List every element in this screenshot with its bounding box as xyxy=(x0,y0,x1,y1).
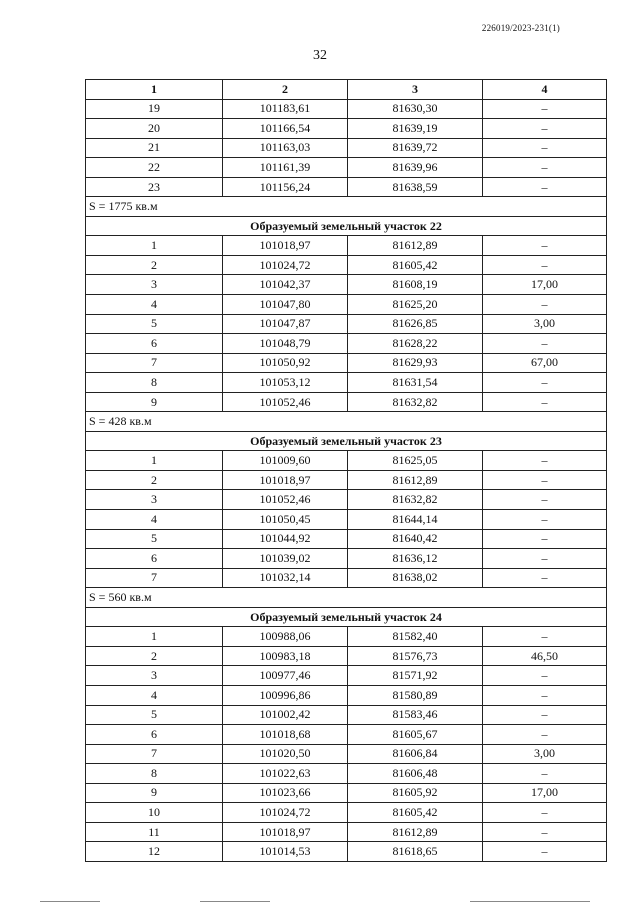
x-coordinate-cell: 101052,46 xyxy=(223,392,348,412)
y-coordinate-cell: 81612,89 xyxy=(348,236,483,256)
point-number-cell: 23 xyxy=(86,177,223,197)
distance-cell: 17,00 xyxy=(483,275,607,295)
x-coordinate-cell: 100996,86 xyxy=(223,685,348,705)
distance-cell: – xyxy=(483,685,607,705)
scan-edge-marks xyxy=(0,898,640,905)
area-row xyxy=(86,197,607,217)
x-coordinate-cell: 100983,18 xyxy=(223,646,348,666)
distance-cell: – xyxy=(483,334,607,354)
section-title: Образуемый земельный участок 22 xyxy=(86,216,607,236)
column-header-number: 1 xyxy=(86,80,223,100)
table-body xyxy=(86,99,607,861)
distance-cell: – xyxy=(483,529,607,549)
y-coordinate-cell: 81638,59 xyxy=(348,177,483,197)
point-number-cell: 4 xyxy=(86,685,223,705)
point-number-cell: 11 xyxy=(86,822,223,842)
document-id: 226019/2023-231(1) xyxy=(481,23,560,33)
point-number-cell: 9 xyxy=(86,783,223,803)
point-number-cell: 21 xyxy=(86,138,223,158)
y-coordinate-cell: 81631,54 xyxy=(348,373,483,393)
distance-cell: – xyxy=(483,451,607,471)
point-number-cell: 3 xyxy=(86,666,223,686)
y-coordinate-cell: 81606,48 xyxy=(348,764,483,784)
table-row xyxy=(86,803,607,823)
point-number-cell: 6 xyxy=(86,334,223,354)
table-row xyxy=(86,764,607,784)
area-value: S = 560 кв.м xyxy=(86,588,607,608)
section-title-row xyxy=(86,431,607,451)
x-coordinate-cell: 101156,24 xyxy=(223,177,348,197)
y-coordinate-cell: 81639,96 xyxy=(348,158,483,178)
point-number-cell: 19 xyxy=(86,99,223,119)
y-coordinate-cell: 81632,82 xyxy=(348,392,483,412)
point-number-cell: 12 xyxy=(86,842,223,862)
y-coordinate-cell: 81576,73 xyxy=(348,646,483,666)
table-row xyxy=(86,255,607,275)
table-row xyxy=(86,822,607,842)
section-title-row xyxy=(86,607,607,627)
x-coordinate-cell: 101050,45 xyxy=(223,510,348,530)
page-number: 32 xyxy=(313,48,327,63)
coordinates-table xyxy=(85,79,607,862)
x-coordinate-cell: 101163,03 xyxy=(223,138,348,158)
distance-cell: – xyxy=(483,803,607,823)
table-row xyxy=(86,510,607,530)
y-coordinate-cell: 81605,42 xyxy=(348,255,483,275)
y-coordinate-cell: 81625,05 xyxy=(348,451,483,471)
table-row xyxy=(86,451,607,471)
area-value: S = 428 кв.м xyxy=(86,412,607,432)
table-row xyxy=(86,627,607,647)
table-row xyxy=(86,373,607,393)
point-number-cell: 2 xyxy=(86,255,223,275)
distance-cell: – xyxy=(483,627,607,647)
table-row xyxy=(86,842,607,862)
y-coordinate-cell: 81612,89 xyxy=(348,470,483,490)
table-row xyxy=(86,275,607,295)
y-coordinate-cell: 81626,85 xyxy=(348,314,483,334)
y-coordinate-cell: 81630,30 xyxy=(348,99,483,119)
table-row xyxy=(86,470,607,490)
y-coordinate-cell: 81618,65 xyxy=(348,842,483,862)
x-coordinate-cell: 100977,46 xyxy=(223,666,348,686)
x-coordinate-cell: 101032,14 xyxy=(223,568,348,588)
table-row xyxy=(86,119,607,139)
x-coordinate-cell: 101002,42 xyxy=(223,705,348,725)
distance-cell: – xyxy=(483,666,607,686)
x-coordinate-cell: 101018,97 xyxy=(223,470,348,490)
area-row xyxy=(86,588,607,608)
table-row xyxy=(86,549,607,569)
x-coordinate-cell: 101044,92 xyxy=(223,529,348,549)
table-row xyxy=(86,138,607,158)
distance-cell: – xyxy=(483,138,607,158)
x-coordinate-cell: 101014,53 xyxy=(223,842,348,862)
y-coordinate-cell: 81636,12 xyxy=(348,549,483,569)
point-number-cell: 2 xyxy=(86,470,223,490)
table-row xyxy=(86,295,607,315)
y-coordinate-cell: 81582,40 xyxy=(348,627,483,647)
table-row xyxy=(86,392,607,412)
point-number-cell: 6 xyxy=(86,725,223,745)
table-row xyxy=(86,177,607,197)
distance-cell: – xyxy=(483,568,607,588)
distance-cell: – xyxy=(483,158,607,178)
point-number-cell: 8 xyxy=(86,764,223,784)
point-number-cell: 5 xyxy=(86,314,223,334)
distance-cell: 17,00 xyxy=(483,783,607,803)
section-title-row xyxy=(86,216,607,236)
table-row xyxy=(86,236,607,256)
y-coordinate-cell: 81612,89 xyxy=(348,822,483,842)
point-number-cell: 7 xyxy=(86,353,223,373)
point-number-cell: 7 xyxy=(86,568,223,588)
table-row xyxy=(86,158,607,178)
table-row xyxy=(86,705,607,725)
x-coordinate-cell: 100988,06 xyxy=(223,627,348,647)
y-coordinate-cell: 81571,92 xyxy=(348,666,483,686)
distance-cell: – xyxy=(483,725,607,745)
point-number-cell: 5 xyxy=(86,705,223,725)
point-number-cell: 22 xyxy=(86,158,223,178)
point-number-cell: 7 xyxy=(86,744,223,764)
point-number-cell: 8 xyxy=(86,373,223,393)
x-coordinate-cell: 101166,54 xyxy=(223,119,348,139)
table-row xyxy=(86,646,607,666)
x-coordinate-cell: 101052,46 xyxy=(223,490,348,510)
distance-cell: 3,00 xyxy=(483,314,607,334)
distance-cell: – xyxy=(483,295,607,315)
table-row xyxy=(86,568,607,588)
distance-cell: 46,50 xyxy=(483,646,607,666)
x-coordinate-cell: 101018,97 xyxy=(223,236,348,256)
x-coordinate-cell: 101024,72 xyxy=(223,803,348,823)
y-coordinate-cell: 81625,20 xyxy=(348,295,483,315)
point-number-cell: 3 xyxy=(86,490,223,510)
column-header-distance: 4 xyxy=(483,80,607,100)
column-header-y: 3 xyxy=(348,80,483,100)
table-row xyxy=(86,529,607,549)
x-coordinate-cell: 101020,50 xyxy=(223,744,348,764)
distance-cell: – xyxy=(483,842,607,862)
point-number-cell: 1 xyxy=(86,451,223,471)
x-coordinate-cell: 101183,61 xyxy=(223,99,348,119)
distance-cell: – xyxy=(483,510,607,530)
x-coordinate-cell: 101042,37 xyxy=(223,275,348,295)
y-coordinate-cell: 81640,42 xyxy=(348,529,483,549)
table-row xyxy=(86,744,607,764)
x-coordinate-cell: 101047,87 xyxy=(223,314,348,334)
point-number-cell: 5 xyxy=(86,529,223,549)
point-number-cell: 10 xyxy=(86,803,223,823)
y-coordinate-cell: 81583,46 xyxy=(348,705,483,725)
table-row xyxy=(86,334,607,354)
column-header-x: 2 xyxy=(223,80,348,100)
distance-cell: – xyxy=(483,490,607,510)
distance-cell: – xyxy=(483,99,607,119)
table-row xyxy=(86,666,607,686)
point-number-cell: 3 xyxy=(86,275,223,295)
table-row xyxy=(86,353,607,373)
section-title: Образуемый земельный участок 23 xyxy=(86,431,607,451)
y-coordinate-cell: 81608,19 xyxy=(348,275,483,295)
point-number-cell: 1 xyxy=(86,627,223,647)
table-row xyxy=(86,314,607,334)
distance-cell: – xyxy=(483,822,607,842)
y-coordinate-cell: 81629,93 xyxy=(348,353,483,373)
distance-cell: – xyxy=(483,177,607,197)
y-coordinate-cell: 81580,89 xyxy=(348,685,483,705)
point-number-cell: 2 xyxy=(86,646,223,666)
table-header-row xyxy=(86,80,607,100)
point-number-cell: 6 xyxy=(86,549,223,569)
table-row xyxy=(86,490,607,510)
y-coordinate-cell: 81605,67 xyxy=(348,725,483,745)
point-number-cell: 4 xyxy=(86,510,223,530)
y-coordinate-cell: 81632,82 xyxy=(348,490,483,510)
table-row xyxy=(86,725,607,745)
distance-cell: – xyxy=(483,236,607,256)
x-coordinate-cell: 101039,02 xyxy=(223,549,348,569)
x-coordinate-cell: 101018,68 xyxy=(223,725,348,745)
x-coordinate-cell: 101048,79 xyxy=(223,334,348,354)
y-coordinate-cell: 81628,22 xyxy=(348,334,483,354)
y-coordinate-cell: 81638,02 xyxy=(348,568,483,588)
y-coordinate-cell: 81606,84 xyxy=(348,744,483,764)
distance-cell: – xyxy=(483,764,607,784)
x-coordinate-cell: 101024,72 xyxy=(223,255,348,275)
distance-cell: – xyxy=(483,705,607,725)
point-number-cell: 20 xyxy=(86,119,223,139)
x-coordinate-cell: 101053,12 xyxy=(223,373,348,393)
x-coordinate-cell: 101161,39 xyxy=(223,158,348,178)
table-row xyxy=(86,783,607,803)
distance-cell: – xyxy=(483,255,607,275)
area-row xyxy=(86,412,607,432)
y-coordinate-cell: 81639,72 xyxy=(348,138,483,158)
y-coordinate-cell: 81605,92 xyxy=(348,783,483,803)
x-coordinate-cell: 101009,60 xyxy=(223,451,348,471)
point-number-cell: 9 xyxy=(86,392,223,412)
distance-cell: 3,00 xyxy=(483,744,607,764)
y-coordinate-cell: 81605,42 xyxy=(348,803,483,823)
x-coordinate-cell: 101023,66 xyxy=(223,783,348,803)
y-coordinate-cell: 81639,19 xyxy=(348,119,483,139)
point-number-cell: 1 xyxy=(86,236,223,256)
distance-cell: – xyxy=(483,392,607,412)
area-value: S = 1775 кв.м xyxy=(86,197,607,217)
table-row xyxy=(86,685,607,705)
x-coordinate-cell: 101047,80 xyxy=(223,295,348,315)
point-number-cell: 4 xyxy=(86,295,223,315)
table-row xyxy=(86,99,607,119)
x-coordinate-cell: 101022,63 xyxy=(223,764,348,784)
distance-cell: 67,00 xyxy=(483,353,607,373)
distance-cell: – xyxy=(483,470,607,490)
distance-cell: – xyxy=(483,373,607,393)
x-coordinate-cell: 101050,92 xyxy=(223,353,348,373)
distance-cell: – xyxy=(483,549,607,569)
distance-cell: – xyxy=(483,119,607,139)
y-coordinate-cell: 81644,14 xyxy=(348,510,483,530)
x-coordinate-cell: 101018,97 xyxy=(223,822,348,842)
section-title: Образуемый земельный участок 24 xyxy=(86,607,607,627)
